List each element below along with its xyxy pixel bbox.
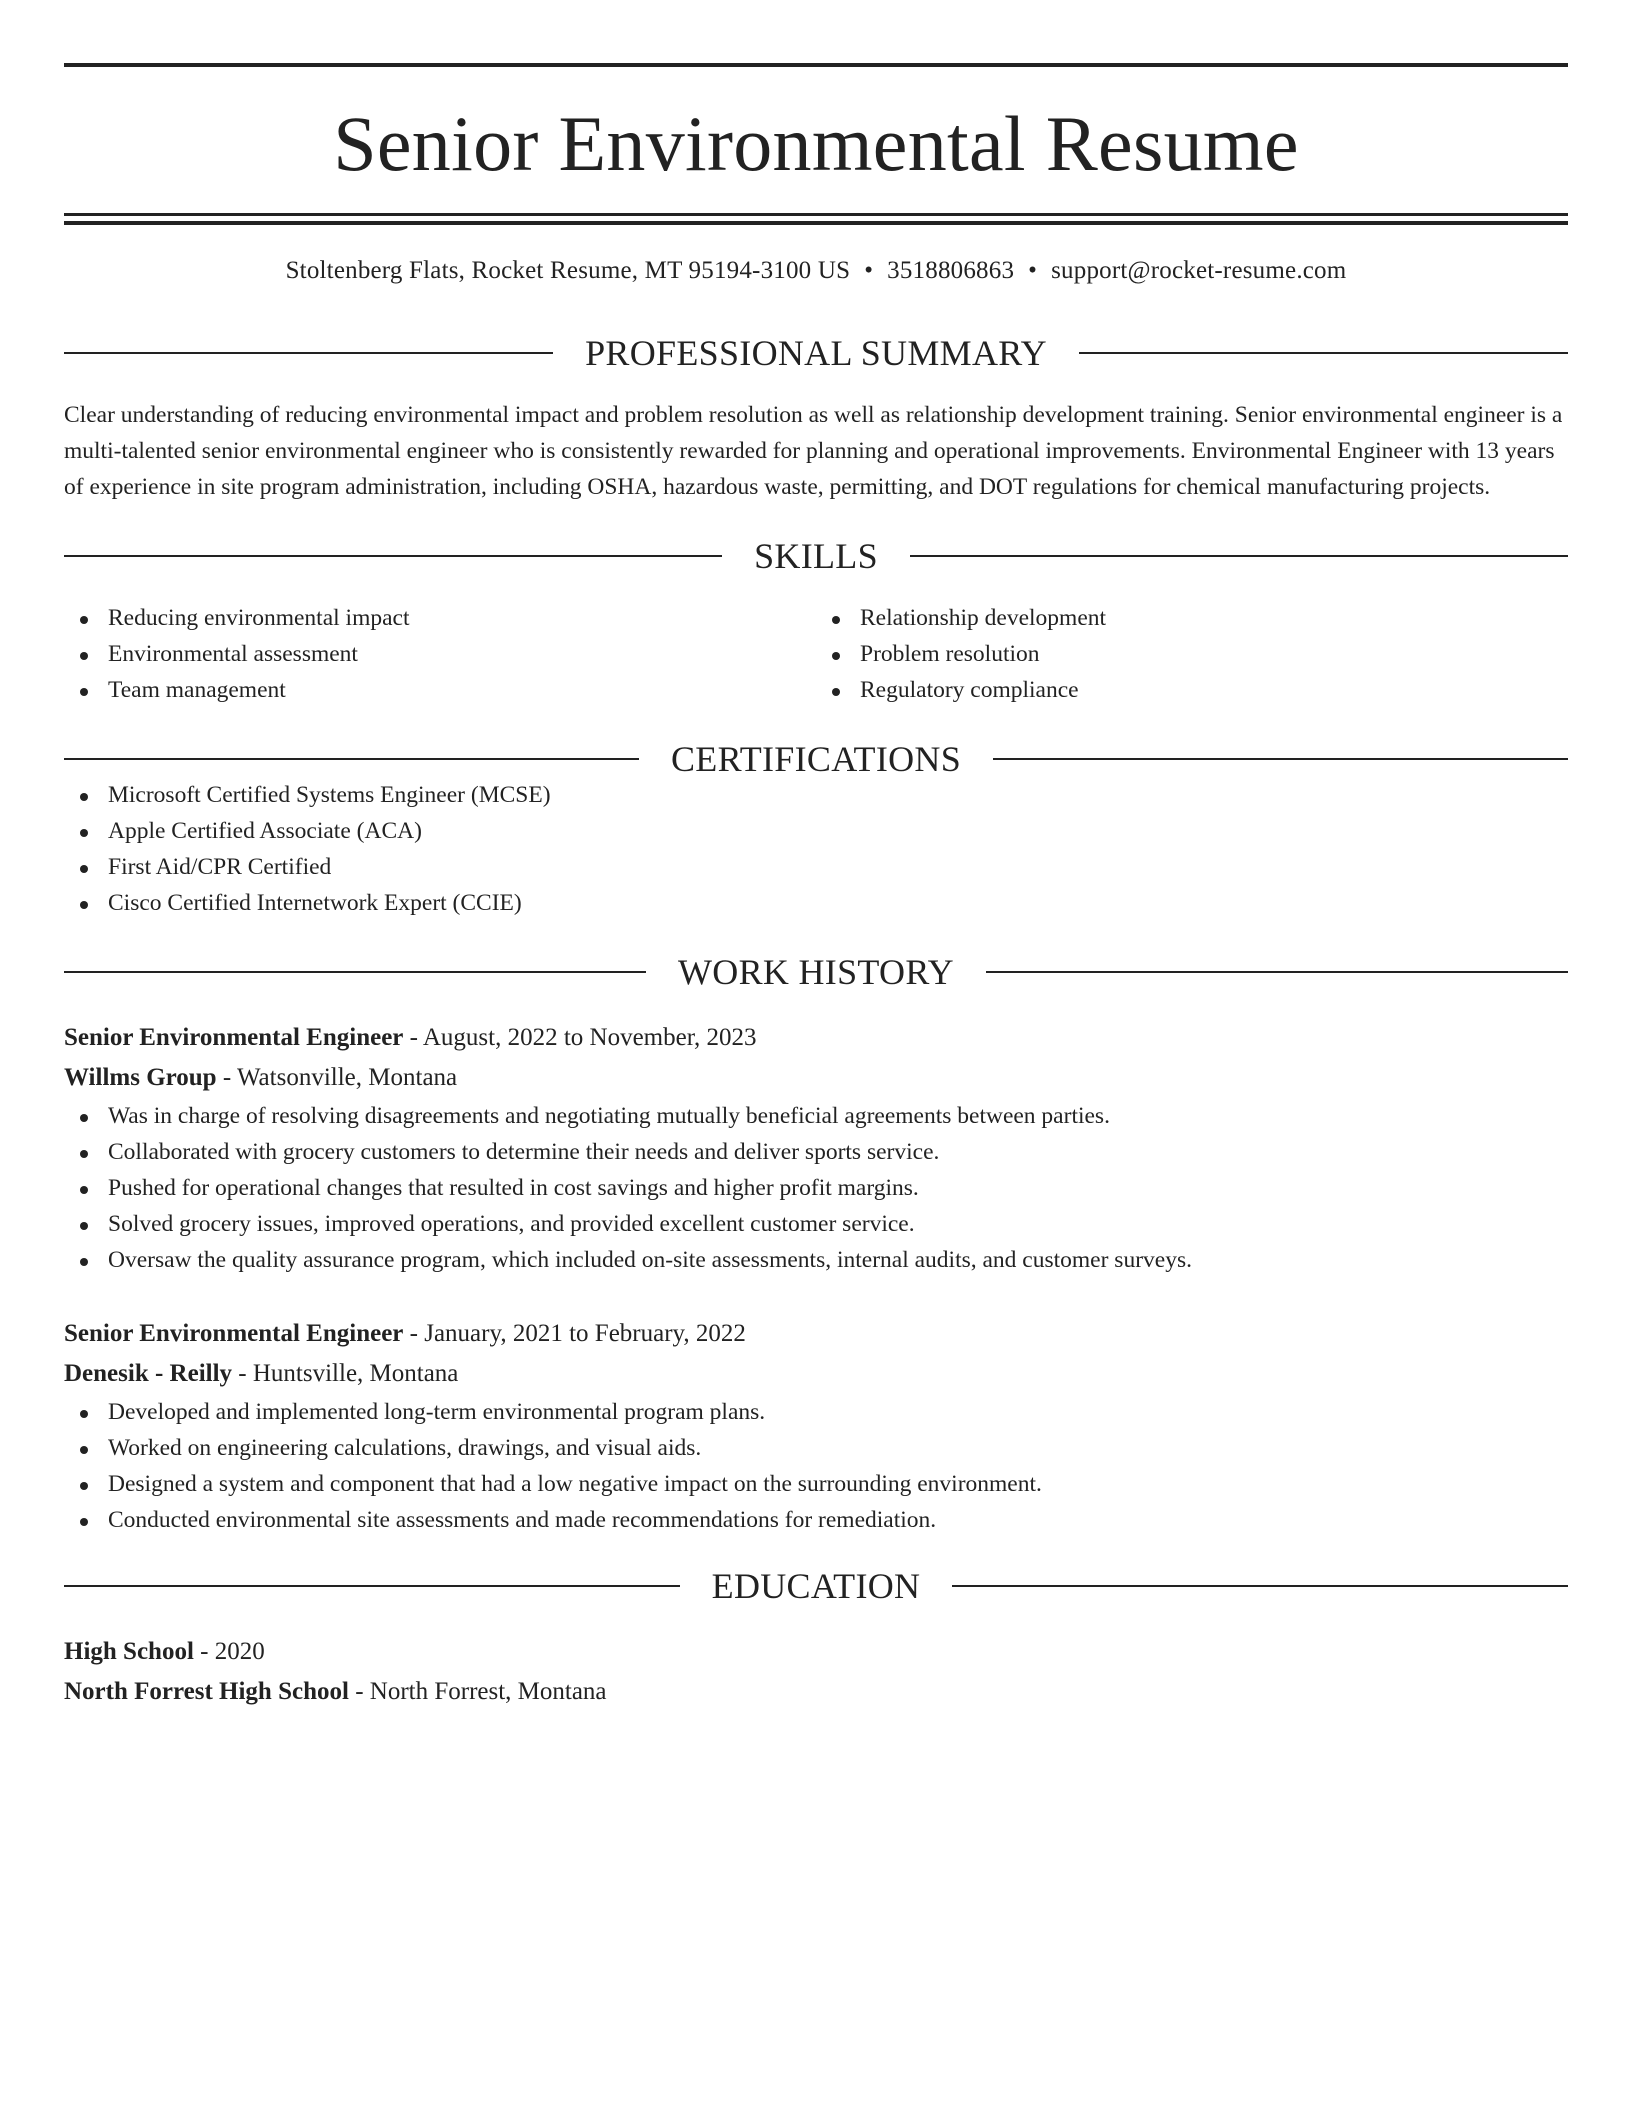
education-location: - North Forrest, Montana xyxy=(348,1678,607,1705)
list-item: Regulatory compliance xyxy=(816,672,1568,708)
list-item: Solved grocery issues, improved operations, and provided excellent customer service. xyxy=(64,1206,1568,1242)
education-degree-line xyxy=(64,1632,1568,1672)
list-item: Was in charge of resolving disagreements and negotiating mutually beneficial agreements between parties. xyxy=(64,1098,1568,1134)
list-item: Designed a system and component that had a low negative impact on the surrounding environment. xyxy=(64,1466,1568,1502)
education-school: North Forrest High School xyxy=(64,1678,349,1705)
section-rule xyxy=(952,1585,1568,1587)
section-rule xyxy=(1079,352,1568,354)
list-item: Team management xyxy=(64,672,816,708)
job-entry xyxy=(64,1018,1568,1278)
job-bullets xyxy=(64,1098,1568,1278)
education-section-header xyxy=(64,1568,1568,1604)
job-company: Denesik - Reilly xyxy=(64,1360,233,1387)
section-rule xyxy=(64,971,646,973)
section-title: PROFESSIONAL SUMMARY xyxy=(585,333,1047,373)
summary-text: Clear understanding of reducing environmental impact and problem resolution as well as relationship development training. Senior environmental engineer is a multi-talented senior environmental engineer who is consistently rewarded for planning and operational improvements. Environmental Engineer with 13 years of experience in site program administration, including OSHA, hazardous waste, permitting, and DOT regulations for chemical manufacturing projects. xyxy=(64,402,1563,500)
section-title: WORK HISTORY xyxy=(678,952,954,992)
list-item: Oversaw the quality assurance program, which included on-site assessments, internal audits, and customer surveys. xyxy=(64,1242,1568,1278)
section-title: EDUCATION xyxy=(711,1566,921,1606)
section-rule xyxy=(993,758,1568,760)
list-item: Problem resolution xyxy=(816,636,1568,672)
contact-separator: • xyxy=(864,257,874,284)
section-rule xyxy=(986,971,1568,973)
list-item: Developed and implemented long-term environmental program plans. xyxy=(64,1394,1568,1430)
list-item: Reducing environmental impact xyxy=(64,600,816,636)
skills-column-left xyxy=(64,600,816,708)
list-item: First Aid/CPR Certified xyxy=(64,849,1568,885)
section-rule xyxy=(64,352,553,354)
certifications-section-header xyxy=(64,741,1568,777)
job-company: Willms Group xyxy=(64,1064,217,1091)
title-double-rule xyxy=(64,213,1568,225)
contact-separator: • xyxy=(1028,257,1038,284)
certifications-list xyxy=(64,777,1568,921)
job-dates: - August, 2022 to November, 2023 xyxy=(403,1024,757,1051)
education-degree: High School xyxy=(64,1638,194,1665)
work-section-header xyxy=(64,954,1568,990)
job-entry xyxy=(64,1314,1568,1538)
list-item: Relationship development xyxy=(816,600,1568,636)
section-rule xyxy=(910,555,1568,557)
education-school-line xyxy=(64,1672,1568,1712)
list-item: Environmental assessment xyxy=(64,636,816,672)
top-rule xyxy=(64,63,1568,67)
section-title: SKILLS xyxy=(754,536,878,576)
section-rule xyxy=(64,555,722,557)
section-rule xyxy=(64,1585,680,1587)
job-location: - Watsonville, Montana xyxy=(216,1064,458,1091)
job-company-line xyxy=(64,1058,1568,1098)
job-dates: - January, 2021 to February, 2022 xyxy=(403,1320,746,1347)
contact-phone: 3518806863 xyxy=(887,257,1015,284)
list-item: Cisco Certified Internetwork Expert (CCIE) xyxy=(64,885,1568,921)
education-year: - 2020 xyxy=(193,1638,265,1665)
list-item: Conducted environmental site assessments and made recommendations for remediation. xyxy=(64,1502,1568,1538)
list-item: Apple Certified Associate (ACA) xyxy=(64,813,1568,849)
job-bullets xyxy=(64,1394,1568,1538)
contact-email: support@rocket-resume.com xyxy=(1051,257,1347,284)
job-location: - Huntsville, Montana xyxy=(232,1360,459,1387)
job-title: Senior Environmental Engineer xyxy=(64,1320,404,1347)
skills-section-header xyxy=(64,538,1568,574)
list-item: Worked on engineering calculations, drawings, and visual aids. xyxy=(64,1430,1568,1466)
contact-line xyxy=(64,258,1568,283)
skills-list xyxy=(64,600,1568,708)
summary-section-header xyxy=(64,335,1568,371)
resume-title: Senior Environmental Resume xyxy=(333,100,1299,187)
section-rule xyxy=(64,758,639,760)
job-title-line xyxy=(64,1018,1568,1058)
section-title: CERTIFICATIONS xyxy=(670,739,962,779)
contact-address: Stoltenberg Flats, Rocket Resume, MT 95194-3100 US xyxy=(285,257,851,284)
job-title: Senior Environmental Engineer xyxy=(64,1024,404,1051)
skills-column-right xyxy=(816,600,1568,708)
job-company-line xyxy=(64,1354,1568,1394)
list-item: Pushed for operational changes that resulted in cost savings and higher profit margins. xyxy=(64,1170,1568,1206)
list-item: Collaborated with grocery customers to determine their needs and deliver sports service. xyxy=(64,1134,1568,1170)
job-title-line xyxy=(64,1314,1568,1354)
list-item: Microsoft Certified Systems Engineer (MCSE) xyxy=(64,777,1568,813)
